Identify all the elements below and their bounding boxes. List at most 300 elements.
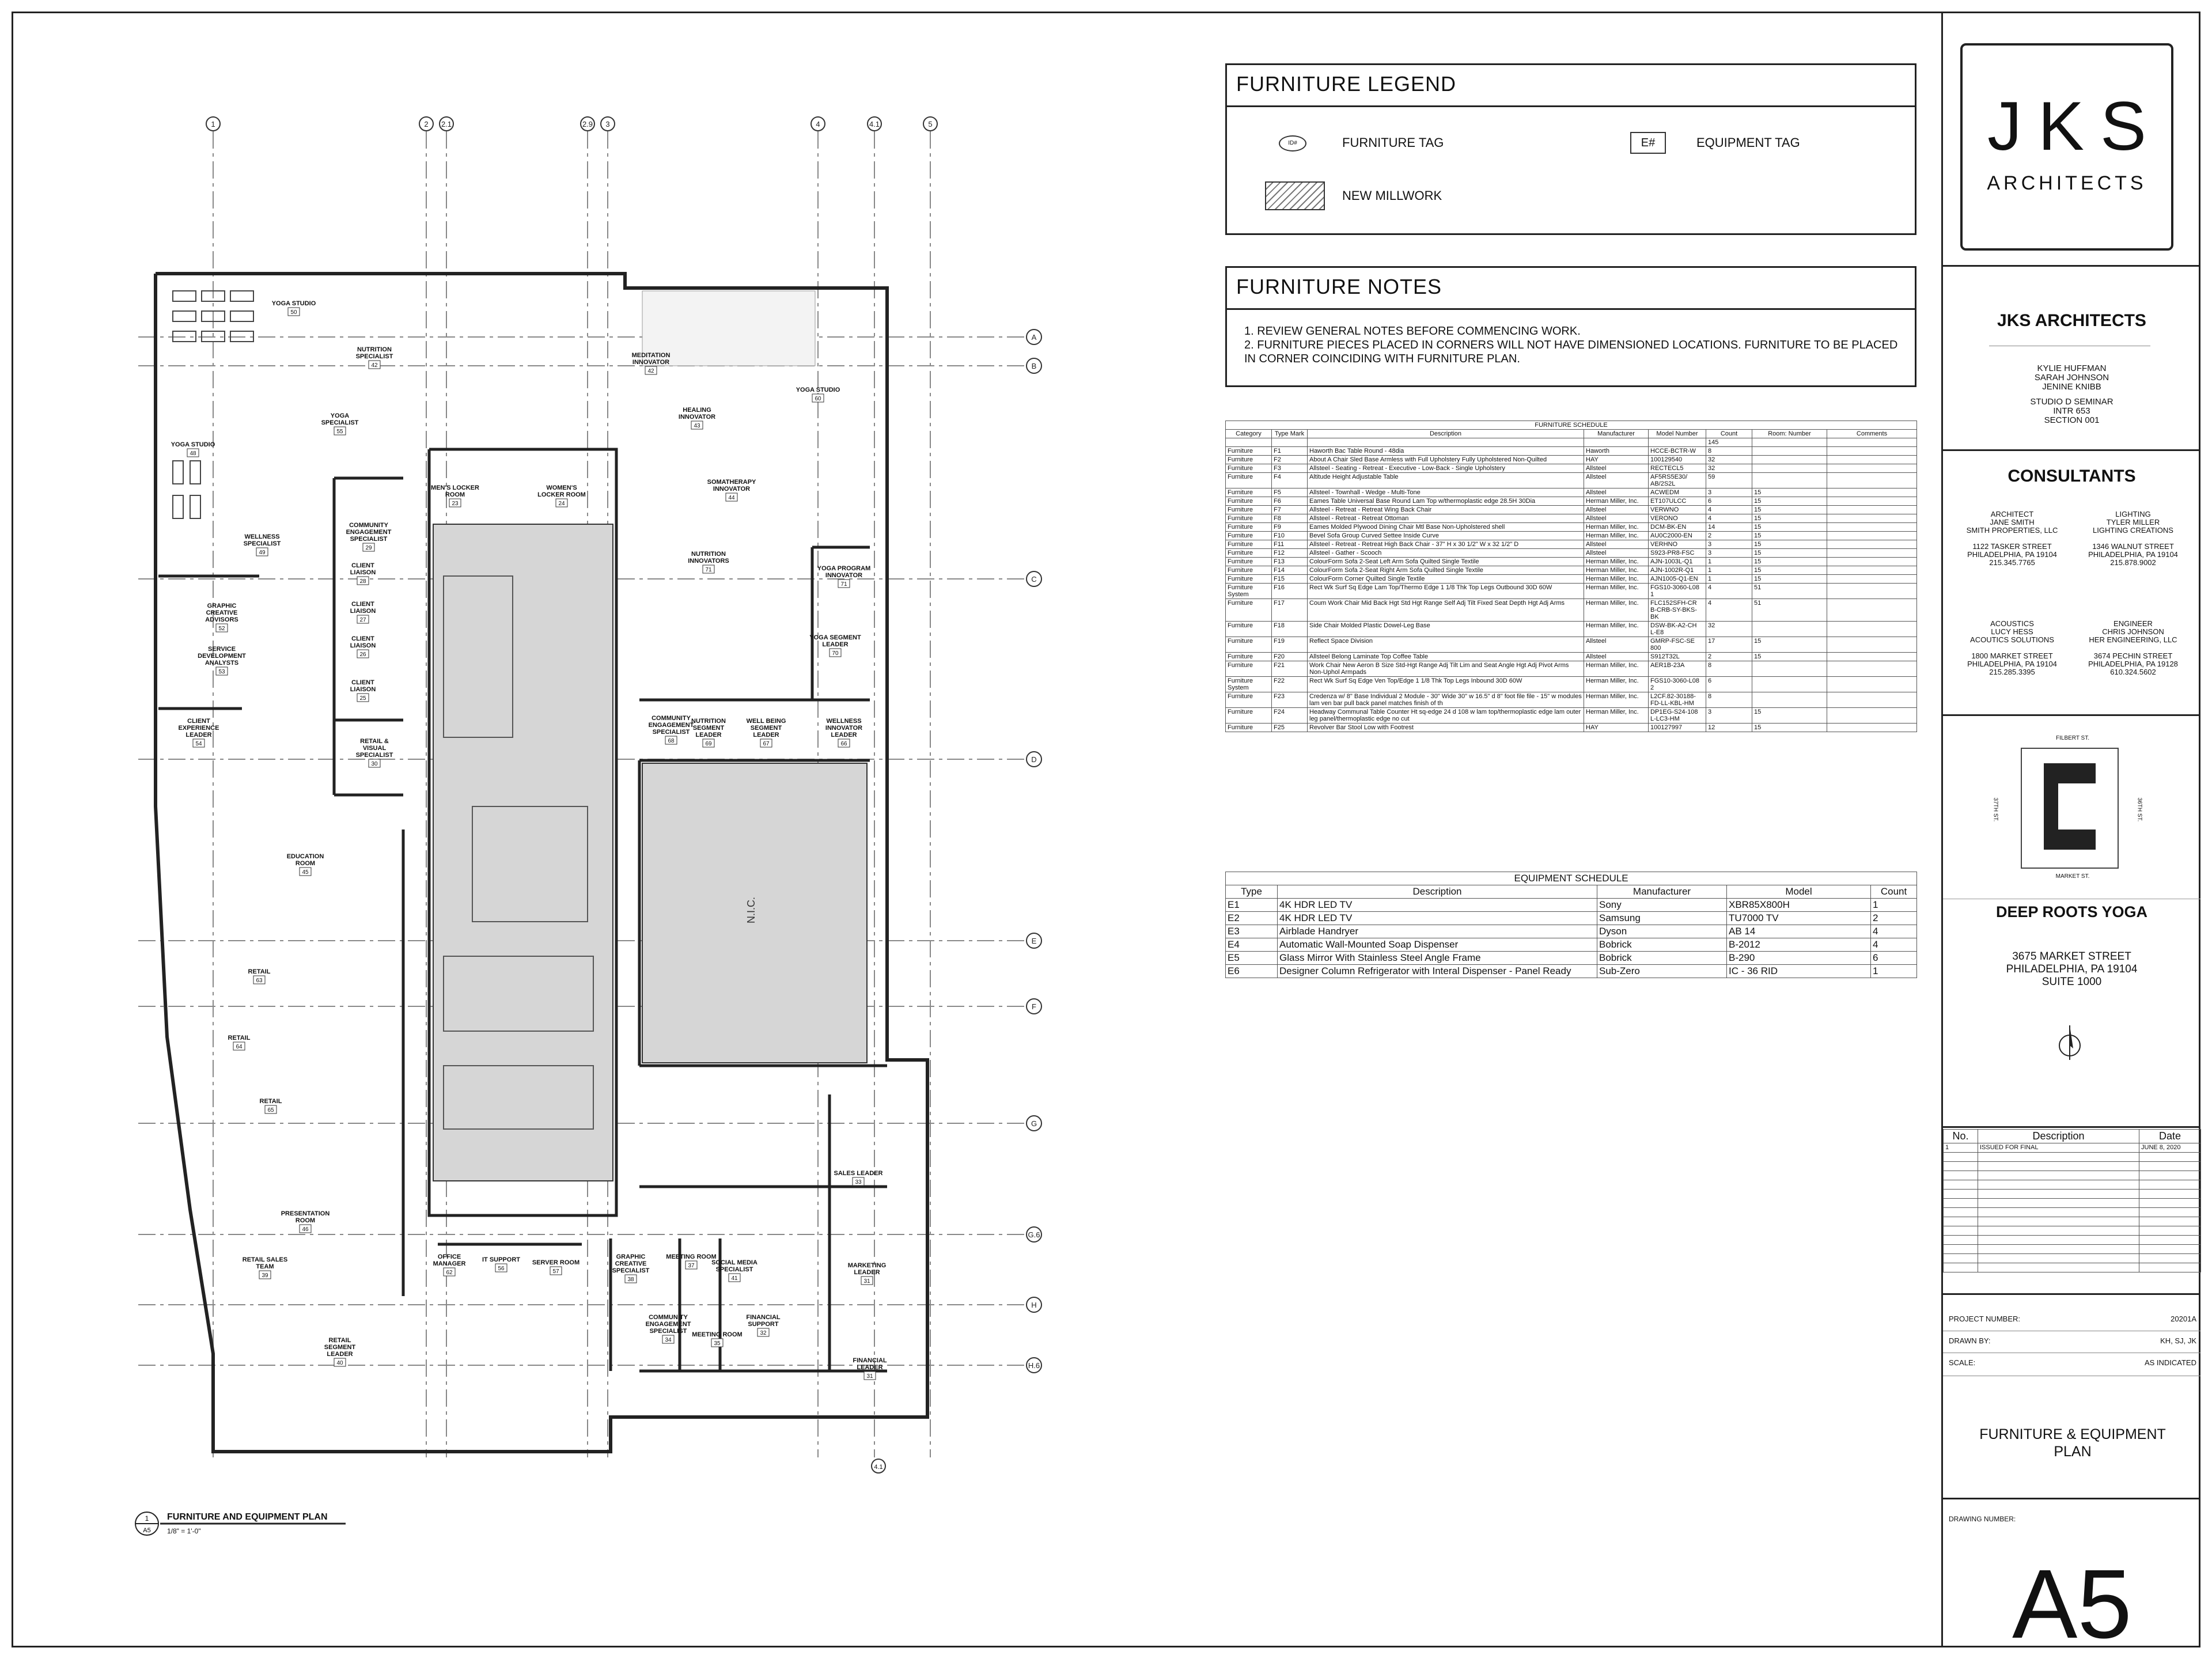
table-row <box>1226 540 1917 549</box>
table-cell: Haworth <box>1584 447 1649 456</box>
table-cell: Herman Miller, Inc. <box>1584 558 1649 566</box>
room-label <box>431 484 479 507</box>
table-cell: Rect Wk Surf Sq Edge Lam Top/Thermo Edge 1 1/8 Thk Top Legs Outbound 30D 60W <box>1308 584 1584 599</box>
room-label <box>171 441 215 457</box>
table-cell: 6 <box>1871 952 1917 965</box>
table-cell: 51 <box>1752 584 1827 599</box>
table-cell <box>1827 653 1917 661</box>
team-list: KYLIE HUFFMAN SARAH JOHNSON JENINE KNIBB <box>2034 363 2109 392</box>
svg-text:OFFICE: OFFICE <box>437 1253 461 1260</box>
svg-text:30: 30 <box>371 761 378 767</box>
svg-text:CREATIVE: CREATIVE <box>615 1260 647 1267</box>
table-cell: TU7000 TV <box>1727 912 1871 925</box>
equipment-schedule-title: EQUIPMENT SCHEDULE <box>1226 872 1917 885</box>
room-label <box>612 1253 650 1283</box>
table-cell: Dyson <box>1597 925 1727 938</box>
table-cell: AER1B-23A <box>1649 661 1706 677</box>
svg-text:SEGMENT: SEGMENT <box>324 1344 356 1351</box>
table-cell: 15 <box>1752 724 1827 732</box>
svg-text:SEGMENT: SEGMENT <box>692 725 725 732</box>
table-cell: Herman Miller, Inc. <box>1584 575 1649 584</box>
table-row <box>1226 549 1917 558</box>
consultants-grid <box>1943 510 2200 706</box>
room-label <box>198 646 246 675</box>
table-cell: 100129540 <box>1649 456 1706 464</box>
table-cell <box>1827 637 1917 653</box>
table-cell: Furniture <box>1226 447 1272 456</box>
table-row <box>1226 677 1917 692</box>
furniture_schedule-header-4: Model Number <box>1649 430 1706 438</box>
table-cell: E4 <box>1226 938 1278 952</box>
room-label <box>228 1035 251 1050</box>
table-cell: Altitude Height Adjustable Table <box>1308 473 1584 488</box>
svg-text:NUTRITION: NUTRITION <box>691 718 726 725</box>
firm-name: JKS ARCHITECTS <box>1997 311 2146 330</box>
table-cell: 2 <box>1706 653 1752 661</box>
svg-text:LIAISON: LIAISON <box>350 569 376 576</box>
table-cell: Allsteel Belong Laminate Top Coffee Table <box>1308 653 1584 661</box>
grid-label: 4 <box>816 120 820 128</box>
svg-text:LIAISON: LIAISON <box>350 642 376 649</box>
table-cell: Allsteel <box>1584 473 1649 488</box>
table-cell: Allsteel - Gather - Scooch <box>1308 549 1584 558</box>
grid-label: A <box>1031 333 1037 342</box>
building-core <box>433 524 613 1181</box>
svg-text:38: 38 <box>627 1277 634 1283</box>
svg-text:52: 52 <box>218 626 225 632</box>
svg-text:ENGAGEMENT: ENGAGEMENT <box>346 529 392 536</box>
table-cell: F10 <box>1272 532 1308 540</box>
room-label <box>205 603 238 632</box>
north-arrow-icon <box>2052 1020 2087 1066</box>
svg-text:CLIENT: CLIENT <box>351 562 374 569</box>
svg-text:GRAPHIC: GRAPHIC <box>616 1253 646 1260</box>
svg-text:LEADER: LEADER <box>854 1269 880 1276</box>
svg-text:SPECIALIST: SPECIALIST <box>321 419 359 426</box>
svg-text:SPECIALIST: SPECIALIST <box>355 752 393 759</box>
table-cell: B-2012 <box>1727 938 1871 952</box>
table-cell: Furniture <box>1226 575 1272 584</box>
table-cell: Herman Miller, Inc. <box>1584 584 1649 599</box>
svg-text:63: 63 <box>256 978 263 984</box>
table-cell <box>1827 488 1917 497</box>
room-label <box>243 1256 287 1279</box>
equipment_schedule-header-4: Count <box>1871 885 1917 899</box>
svg-text:ANALYSTS: ANALYSTS <box>204 660 239 666</box>
scale-label: SCALE: <box>1949 1358 1976 1367</box>
grid-label: 5 <box>928 120 933 128</box>
table-cell <box>1827 661 1917 677</box>
table-row <box>1226 514 1917 523</box>
table-cell: Glass Mirror With Stainless Steel Angle Frame <box>1278 952 1597 965</box>
grid-label: H.6 <box>1028 1361 1040 1370</box>
grid-label: B <box>1031 362 1037 370</box>
table-cell: E6 <box>1226 965 1278 978</box>
svg-text:MEDITATION: MEDITATION <box>631 352 671 359</box>
millwork-swatch <box>1265 181 1325 210</box>
room-label <box>817 565 871 588</box>
table-row <box>1226 912 1917 925</box>
table-row <box>1226 692 1917 708</box>
svg-text:50: 50 <box>290 309 297 316</box>
svg-text:LEADER: LEADER <box>857 1364 883 1371</box>
table-cell: Herman Miller, Inc. <box>1584 566 1649 575</box>
table-cell: F13 <box>1272 558 1308 566</box>
room-label <box>272 300 316 316</box>
table-cell: F19 <box>1272 637 1308 653</box>
furniture_schedule-header-5: Count <box>1706 430 1752 438</box>
table-cell: AF5RS5E30/ AB/2S2L <box>1649 473 1706 488</box>
svg-text:46: 46 <box>302 1226 309 1233</box>
table-cell: ColourForm Corner Quilted Single Textile <box>1308 575 1584 584</box>
table-cell: F24 <box>1272 708 1308 724</box>
table-cell: Herman Miller, Inc. <box>1584 622 1649 637</box>
table-row <box>1226 497 1917 506</box>
svg-text:25: 25 <box>359 695 366 702</box>
table-cell: Herman Miller, Inc. <box>1584 523 1649 532</box>
svg-text:RETAIL: RETAIL <box>259 1098 282 1105</box>
table-row <box>1226 575 1917 584</box>
table-row <box>1226 661 1917 677</box>
table-cell: F21 <box>1272 661 1308 677</box>
table-cell: Bobrick <box>1597 938 1727 952</box>
table-cell <box>1827 549 1917 558</box>
svg-text:45: 45 <box>302 869 309 876</box>
room-label <box>649 715 694 744</box>
table-cell: Furniture <box>1226 497 1272 506</box>
table-cell <box>1827 677 1917 692</box>
furniture_schedule-header-2: Description <box>1308 430 1584 438</box>
table-cell: 3 <box>1706 488 1752 497</box>
svg-text:GRAPHIC: GRAPHIC <box>207 603 237 609</box>
table-cell <box>1752 473 1827 488</box>
table-cell: E5 <box>1226 952 1278 965</box>
svg-text:64: 64 <box>236 1044 243 1050</box>
table-cell: 4 <box>1706 506 1752 514</box>
table-cell: F1 <box>1272 447 1308 456</box>
svg-text:MANAGER: MANAGER <box>433 1260 466 1267</box>
table-cell: Furniture <box>1226 653 1272 661</box>
table-cell: Furniture <box>1226 473 1272 488</box>
table-cell: 1 <box>1706 566 1752 575</box>
equipment-tag-symbol: E# <box>1630 132 1666 154</box>
svg-text:INNOVATOR: INNOVATOR <box>825 572 863 579</box>
table-cell: 1 <box>1706 558 1752 566</box>
room-label <box>834 1170 883 1185</box>
table-cell <box>1827 575 1917 584</box>
svg-text:SPECIALIST: SPECIALIST <box>612 1267 650 1274</box>
room-label <box>350 601 376 623</box>
room-label <box>350 679 376 702</box>
svg-text:RETAIL: RETAIL <box>228 1035 251 1041</box>
svg-text:SUPPORT: SUPPORT <box>748 1321 779 1328</box>
svg-text:WELLNESS: WELLNESS <box>244 533 280 540</box>
table-cell: VERONO <box>1649 514 1706 523</box>
nic-label: N.I.C. <box>745 896 757 924</box>
title_block.rev-header-0: No. <box>1944 1130 1978 1143</box>
table-cell: Sony <box>1597 899 1727 912</box>
table-cell: F4 <box>1272 473 1308 488</box>
table-row <box>1226 584 1917 599</box>
table-row <box>1226 558 1917 566</box>
table-row <box>1226 599 1917 622</box>
furniture_schedule-header-1: Type Mark <box>1272 430 1308 438</box>
svg-text:FINANCIAL: FINANCIAL <box>746 1314 781 1321</box>
schedule-total-count: 145 <box>1706 438 1752 447</box>
furniture_schedule-header-3: Manufacturer <box>1584 430 1649 438</box>
consultant-card: ARCHITECT JANE SMITH SMITH PROPERTIES, LLC 1122 TASKER STREET PHILADELPHIA, PA 19104 215.345.7765 <box>1966 510 2058 567</box>
table-cell: DCM-BK-EN <box>1649 523 1706 532</box>
room-label <box>356 738 393 767</box>
grid-label: 1 <box>211 120 215 128</box>
table-cell: ColourForm Sofa 2-Seat Right Arm Sofa Quilted Single Textile <box>1308 566 1584 575</box>
room-label <box>848 1262 887 1285</box>
table-cell: S912T32L <box>1649 653 1706 661</box>
table-cell: Bevel Sofa Group Curved Settee Inside Curve <box>1308 532 1584 540</box>
grid-label: F <box>1032 1002 1036 1011</box>
svg-text:43: 43 <box>694 423 700 429</box>
grid-label: D <box>1031 755 1037 764</box>
table-cell: ET107ULCC <box>1649 497 1706 506</box>
svg-text:LEADER: LEADER <box>185 732 212 738</box>
table-row <box>1226 523 1917 532</box>
equipment_schedule-header-1: Description <box>1278 885 1597 899</box>
table-cell: Herman Miller, Inc. <box>1584 532 1649 540</box>
table-cell: 6 <box>1706 677 1752 692</box>
table-cell: 8 <box>1706 692 1752 708</box>
table-cell: HAY <box>1584 724 1649 732</box>
table-cell: Credenza w/ 8" Base Individual 2 Module - 30" Wide 30" w 16.5" d 8" foot file file - 15" w modules lam ven bar pull back panel matches finish of th <box>1308 692 1584 708</box>
equipment_schedule-header-2: Manufacturer <box>1597 885 1727 899</box>
room-label <box>707 479 756 501</box>
table-cell: F25 <box>1272 724 1308 732</box>
svg-text:55: 55 <box>336 429 343 435</box>
svg-text:MARKETING: MARKETING <box>847 1262 887 1269</box>
svg-text:26: 26 <box>359 652 366 658</box>
svg-text:68: 68 <box>668 738 675 744</box>
table-cell: Allsteel <box>1584 653 1649 661</box>
table-cell: Furniture <box>1226 566 1272 575</box>
table-row <box>1226 653 1917 661</box>
table-cell: 32 <box>1706 464 1752 473</box>
table-cell: Furniture <box>1226 523 1272 532</box>
svg-text:LEADER: LEADER <box>831 732 857 738</box>
sheet-title: FURNITURE & EQUIPMENT PLAN <box>1979 1426 2166 1460</box>
table-cell: Furniture System <box>1226 584 1272 599</box>
svg-text:69: 69 <box>705 741 712 747</box>
table-cell: Revolver Bar Stool Low with Footrest <box>1308 724 1584 732</box>
table-cell: Allsteel <box>1584 540 1649 549</box>
svg-text:33: 33 <box>855 1179 862 1185</box>
table-cell: XBR85X800H <box>1727 899 1871 912</box>
revision-cell: JUNE 8, 2020 <box>2139 1143 2201 1153</box>
table-cell <box>1827 558 1917 566</box>
svg-text:FINANCIAL: FINANCIAL <box>853 1357 887 1364</box>
svg-text:LEADER: LEADER <box>695 732 722 738</box>
svg-text:SPECIALIST: SPECIALIST <box>649 1328 687 1335</box>
notes-title: FURNITURE NOTES <box>1236 275 1442 298</box>
svg-text:NUTRITION: NUTRITION <box>691 551 726 558</box>
room-label <box>825 718 862 747</box>
svg-text:WELLNESS: WELLNESS <box>826 718 862 725</box>
furniture-notes <box>1225 266 1916 387</box>
table-cell: 15 <box>1752 575 1827 584</box>
table-cell: E1 <box>1226 899 1278 912</box>
svg-text:SPECIALIST: SPECIALIST <box>243 540 281 547</box>
table-cell: F6 <box>1272 497 1308 506</box>
table-cell: Side Chair Molded Plastic Dowel-Leg Base <box>1308 622 1584 637</box>
room-label <box>853 1357 887 1380</box>
firm-logo <box>1960 43 2173 251</box>
svg-text:32: 32 <box>760 1330 767 1336</box>
svg-text:SOMATHERAPY: SOMATHERAPY <box>707 479 756 486</box>
room-label <box>532 1259 579 1275</box>
table-row <box>1226 456 1917 464</box>
room-label <box>666 1253 716 1269</box>
svg-text:24: 24 <box>558 501 565 507</box>
table-cell: 2 <box>1706 532 1752 540</box>
svg-text:SPECIALIST: SPECIALIST <box>715 1266 753 1273</box>
consultant-card: ENGINEER CHRIS JOHNSON HER ENGINEERING, LLC 3674 PECHIN STREET PHILADELPHIA, PA 19128 610.324.5602 <box>2088 619 2178 676</box>
table-cell: F23 <box>1272 692 1308 708</box>
title-block <box>1941 12 2200 1659</box>
project-address: 3675 MARKET STREET PHILADELPHIA, PA 19104 SUITE 1000 <box>2006 950 2138 988</box>
room-label <box>281 1210 330 1233</box>
table-cell: Furniture <box>1226 456 1272 464</box>
furniture_schedule-header-0: Category <box>1226 430 1272 438</box>
table-cell: 1 <box>1706 575 1752 584</box>
title_block.rev-header-1: Description <box>1978 1130 2139 1143</box>
room-label <box>796 387 840 402</box>
table-cell: Herman Miller, Inc. <box>1584 599 1649 622</box>
grid-label: C <box>1031 575 1037 584</box>
table-cell: Furniture <box>1226 514 1272 523</box>
consultant-card: LIGHTING TYLER MILLER LIGHTING CREATIONS 1346 WALNUT STREET PHILADELPHIA, PA 19104 215.878.9002 <box>2088 510 2178 567</box>
table-row <box>1226 965 1917 978</box>
svg-text:RETAIL: RETAIL <box>328 1337 351 1344</box>
table-cell: Samsung <box>1597 912 1727 925</box>
drawn-by-label: DRAWN BY: <box>1949 1336 1991 1345</box>
project-name: DEEP ROOTS YOGA <box>1995 903 2148 921</box>
svg-text:CLIENT: CLIENT <box>351 679 374 686</box>
svg-text:70: 70 <box>832 650 839 657</box>
table-cell: Herman Miller, Inc. <box>1584 677 1649 692</box>
svg-text:ADVISORS: ADVISORS <box>205 616 238 623</box>
svg-text:WELL BEING: WELL BEING <box>746 718 786 725</box>
svg-text:34: 34 <box>665 1337 672 1343</box>
table-cell: 4 <box>1871 938 1917 952</box>
svg-text:LEADER: LEADER <box>327 1351 353 1358</box>
svg-text:LEADER: LEADER <box>753 732 779 738</box>
scale-value: AS INDICATED <box>2144 1358 2196 1367</box>
room-label <box>711 1259 757 1282</box>
table-cell: Furniture <box>1226 599 1272 622</box>
table-row <box>1226 506 1917 514</box>
table-cell: Allsteel - Retreat - Retreat Ottoman <box>1308 514 1584 523</box>
svg-text:SEGMENT: SEGMENT <box>750 725 782 732</box>
table-cell: 6 <box>1706 497 1752 506</box>
grid-label: 4.1 <box>869 120 880 128</box>
grid-label: G.6 <box>1028 1230 1040 1239</box>
table-cell: 15 <box>1752 558 1827 566</box>
table-cell: 3 <box>1706 549 1752 558</box>
table-cell: 8 <box>1706 661 1752 677</box>
grid-label: H <box>1031 1301 1037 1309</box>
table-cell: 32 <box>1706 456 1752 464</box>
table-cell: Eames Table Universal Base Round Lam Top w/thermoplastic edge 28.5H 30Dia <box>1308 497 1584 506</box>
table-cell: Allsteel - Seating - Retreat - Executive - Low-Back - Single Upholstery <box>1308 464 1584 473</box>
note-1: 1. REVIEW GENERAL NOTES BEFORE COMMENCING WORK. <box>1244 325 1581 338</box>
grid-label: E <box>1031 937 1037 945</box>
table-cell <box>1827 473 1917 488</box>
svg-text:YOGA STUDIO: YOGA STUDIO <box>171 441 215 448</box>
svg-text:RETAIL SALES: RETAIL SALES <box>242 1256 288 1263</box>
room-label <box>350 562 376 585</box>
table-cell: Sub-Zero <box>1597 965 1727 978</box>
table-cell <box>1752 677 1827 692</box>
table-cell: F14 <box>1272 566 1308 575</box>
table-cell: Allsteel <box>1584 514 1649 523</box>
table-cell: Furniture <box>1226 724 1272 732</box>
revision-cell: 1 <box>1944 1143 1978 1153</box>
svg-text:COMMUNITY: COMMUNITY <box>649 1314 688 1321</box>
svg-text:INNOVATOR: INNOVATOR <box>632 359 670 366</box>
table-cell <box>1827 584 1917 599</box>
table-cell: Furniture <box>1226 637 1272 653</box>
table-cell: ColourForm Sofa 2-Seat Left Arm Sofa Quilted Single Textile <box>1308 558 1584 566</box>
consultant-card: ACOUSTICS LUCY HESS ACOUTICS SOLUTIONS 1800 MARKET STREET PHILADELPHIA, PA 19104 215.285.3395 <box>1967 619 2057 676</box>
table-row <box>1226 464 1917 473</box>
note-2: 2. FURNITURE PIECES PLACED IN CORNERS WILL NOT HAVE DIMENSIONED LOCATIONS. FURNITURE TO BE PLACED IN CORNER COINCIDING WITH FURNITURE PLAN. <box>1244 339 1898 365</box>
svg-text:COMMUNITY: COMMUNITY <box>652 715 691 722</box>
table-cell: Allsteel <box>1584 637 1649 653</box>
table-cell: F5 <box>1272 488 1308 497</box>
svg-text:TEAM: TEAM <box>256 1263 274 1270</box>
table-cell: F20 <box>1272 653 1308 661</box>
svg-text:CLIENT: CLIENT <box>351 601 374 608</box>
svg-text:27: 27 <box>359 617 366 623</box>
svg-text:31: 31 <box>866 1373 873 1380</box>
svg-text:RETAIL: RETAIL <box>248 968 271 975</box>
table-cell: F17 <box>1272 599 1308 622</box>
svg-text:1: 1 <box>145 1514 149 1522</box>
table-row <box>1226 708 1917 724</box>
table-row <box>1226 724 1917 732</box>
svg-text:71: 71 <box>840 581 847 588</box>
room-label <box>809 634 861 657</box>
table-cell: 15 <box>1752 653 1827 661</box>
table-cell: Airblade Handryer <box>1278 925 1597 938</box>
table-cell: 15 <box>1752 514 1827 523</box>
table-row <box>1226 532 1917 540</box>
table-cell: 4 <box>1706 599 1752 622</box>
table-cell <box>1752 661 1827 677</box>
table-row <box>1226 566 1917 575</box>
svg-text:PRESENTATION: PRESENTATION <box>281 1210 330 1217</box>
table-cell <box>1827 447 1917 456</box>
table-cell: HCCE-BCTR-W <box>1649 447 1706 456</box>
svg-text:31: 31 <box>863 1278 870 1285</box>
table-cell: 15 <box>1752 708 1827 724</box>
table-cell: Furniture <box>1226 464 1272 473</box>
table-cell: E3 <box>1226 925 1278 938</box>
table-cell: F2 <box>1272 456 1308 464</box>
room-label <box>632 352 671 374</box>
svg-text:SALES LEADER: SALES LEADER <box>834 1170 883 1177</box>
room-label <box>692 1331 742 1347</box>
table-cell: GMRP-FSC-SE 800 <box>1649 637 1706 653</box>
table-cell: AJN-1003L-Q1 <box>1649 558 1706 566</box>
